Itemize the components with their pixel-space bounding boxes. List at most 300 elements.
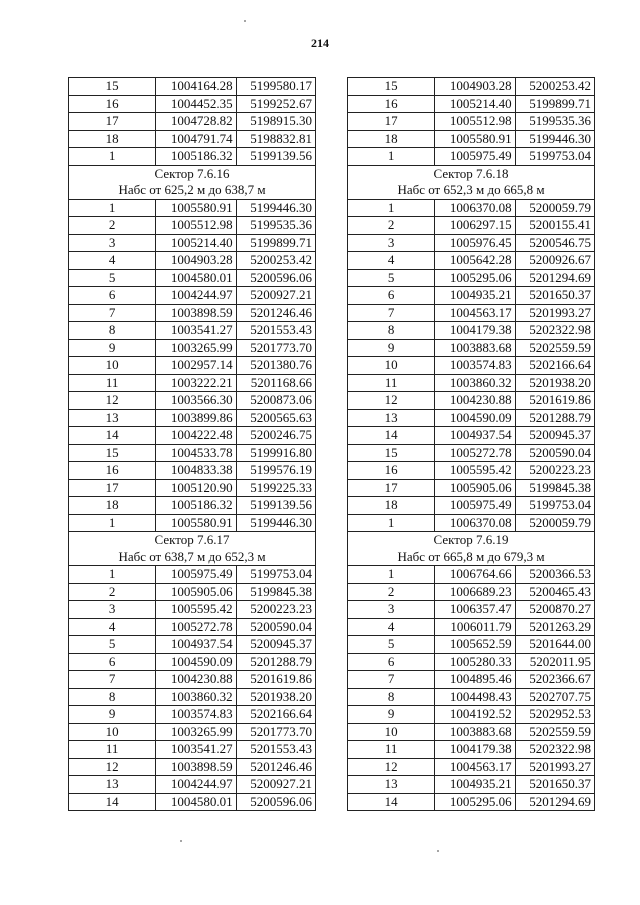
- x-coordinate: 1003883.68: [435, 723, 515, 741]
- x-coordinate: 1003541.27: [156, 741, 236, 759]
- x-coordinate: 1004222.48: [156, 427, 236, 445]
- sector-subtitle-row: [348, 182, 595, 199]
- sector-height-range: Набс от 625,2 м до 638,7 м: [69, 182, 316, 199]
- table-row: [348, 269, 595, 287]
- x-coordinate: 1005280.33: [435, 653, 515, 671]
- table-row: [69, 514, 316, 532]
- y-coordinate: 5202559.59: [515, 723, 594, 741]
- y-coordinate: 5199139.56: [236, 148, 315, 166]
- y-coordinate: 5201246.46: [236, 758, 315, 776]
- y-coordinate: 5200223.23: [515, 462, 594, 480]
- point-number: 4: [69, 252, 156, 270]
- x-coordinate: 1004244.97: [156, 287, 236, 305]
- x-coordinate: 1003566.30: [156, 392, 236, 410]
- y-coordinate: 5201294.69: [515, 793, 594, 811]
- y-coordinate: 5201644.00: [515, 636, 594, 654]
- y-coordinate: 5200253.42: [515, 78, 594, 96]
- point-number: 1: [348, 199, 435, 217]
- point-number: 5: [69, 636, 156, 654]
- point-number: 15: [69, 78, 156, 96]
- y-coordinate: 5201263.29: [515, 618, 594, 636]
- sector-title-row: [348, 165, 595, 182]
- y-coordinate: 5199753.04: [515, 497, 594, 515]
- y-coordinate: 5201294.69: [515, 269, 594, 287]
- point-number: 12: [348, 392, 435, 410]
- table-row: [69, 427, 316, 445]
- y-coordinate: 5201553.43: [236, 741, 315, 759]
- x-coordinate: 1005186.32: [156, 148, 236, 166]
- x-coordinate: 1005295.06: [435, 793, 515, 811]
- table-row: [69, 357, 316, 375]
- x-coordinate: 1004192.52: [435, 706, 515, 724]
- point-number: 17: [348, 479, 435, 497]
- x-coordinate: 1004935.21: [435, 776, 515, 794]
- y-coordinate: 5200927.21: [236, 287, 315, 305]
- y-coordinate: 5200927.21: [236, 776, 315, 794]
- y-coordinate: 5200873.06: [236, 392, 315, 410]
- sector-height-range: Набс от 638,7 м до 652,3 м: [69, 549, 316, 566]
- point-number: 9: [69, 339, 156, 357]
- point-number: 8: [348, 688, 435, 706]
- y-coordinate: 5200246.75: [236, 427, 315, 445]
- table-row: [69, 688, 316, 706]
- x-coordinate: 1005580.91: [156, 199, 236, 217]
- table-row: [69, 601, 316, 619]
- table-row: [348, 688, 595, 706]
- x-coordinate: 1005652.59: [435, 636, 515, 654]
- point-number: 7: [348, 304, 435, 322]
- x-coordinate: 1006370.08: [435, 199, 515, 217]
- x-coordinate: 1006297.15: [435, 217, 515, 235]
- x-coordinate: 1005214.40: [156, 234, 236, 252]
- point-number: 12: [69, 758, 156, 776]
- table-row: [348, 287, 595, 305]
- point-number: 11: [348, 374, 435, 392]
- x-coordinate: 1003222.21: [156, 374, 236, 392]
- table-row: [348, 514, 595, 532]
- y-coordinate: 5199535.36: [236, 217, 315, 235]
- table-row: [348, 776, 595, 794]
- x-coordinate: 1004179.38: [435, 741, 515, 759]
- x-coordinate: 1005512.98: [435, 113, 515, 131]
- page-number: 214: [311, 36, 329, 50]
- y-coordinate: 5199576.19: [236, 462, 315, 480]
- table-row: [69, 479, 316, 497]
- y-coordinate: 5201773.70: [236, 723, 315, 741]
- table-row: [348, 113, 595, 131]
- point-number: 8: [69, 322, 156, 340]
- point-number: 5: [348, 269, 435, 287]
- table-row: [69, 322, 316, 340]
- table-row: [69, 462, 316, 480]
- x-coordinate: 1002957.14: [156, 357, 236, 375]
- point-number: 3: [348, 601, 435, 619]
- point-number: 15: [348, 444, 435, 462]
- table-row: [69, 339, 316, 357]
- point-number: 1: [69, 148, 156, 166]
- table-row: [348, 497, 595, 515]
- x-coordinate: 1003265.99: [156, 723, 236, 741]
- table-row: [348, 427, 595, 445]
- y-coordinate: 5202952.53: [515, 706, 594, 724]
- table-row: [348, 793, 595, 811]
- point-number: 18: [69, 130, 156, 148]
- sector-title-row: [348, 532, 595, 549]
- y-coordinate: 5201246.46: [236, 304, 315, 322]
- y-coordinate: 5202707.75: [515, 688, 594, 706]
- x-coordinate: 1003860.32: [156, 688, 236, 706]
- point-number: 8: [348, 322, 435, 340]
- table-row: [69, 78, 316, 96]
- x-coordinate: 1004533.78: [156, 444, 236, 462]
- y-coordinate: 5202166.64: [236, 706, 315, 724]
- y-coordinate: 5199446.30: [515, 130, 594, 148]
- table-row: [348, 339, 595, 357]
- table-row: [69, 776, 316, 794]
- table-row: [69, 723, 316, 741]
- point-number: 14: [348, 427, 435, 445]
- y-coordinate: 5201993.27: [515, 758, 594, 776]
- point-number: 14: [69, 793, 156, 811]
- table-row: [69, 741, 316, 759]
- y-coordinate: 5201380.76: [236, 357, 315, 375]
- table-row: [69, 95, 316, 113]
- table-row: [69, 409, 316, 427]
- x-coordinate: 1003898.59: [156, 758, 236, 776]
- x-coordinate: 1003265.99: [156, 339, 236, 357]
- point-number: 17: [69, 113, 156, 131]
- table-row: [348, 723, 595, 741]
- y-coordinate: 5200596.06: [236, 269, 315, 287]
- x-coordinate: 1006357.47: [435, 601, 515, 619]
- right-coordinates-table: [347, 77, 595, 811]
- x-coordinate: 1003574.83: [435, 357, 515, 375]
- table-row: [348, 95, 595, 113]
- point-number: 11: [69, 741, 156, 759]
- y-coordinate: 5201619.86: [236, 671, 315, 689]
- x-coordinate: 1005976.45: [435, 234, 515, 252]
- table-row: [348, 636, 595, 654]
- table-row: [348, 479, 595, 497]
- point-number: 18: [69, 497, 156, 515]
- y-coordinate: 5201288.79: [515, 409, 594, 427]
- table-row: [348, 758, 595, 776]
- point-number: 7: [348, 671, 435, 689]
- y-coordinate: 5202011.95: [515, 653, 594, 671]
- table-row: [348, 444, 595, 462]
- x-coordinate: 1004244.97: [156, 776, 236, 794]
- x-coordinate: 1003541.27: [156, 322, 236, 340]
- x-coordinate: 1005295.06: [435, 269, 515, 287]
- x-coordinate: 1004590.09: [435, 409, 515, 427]
- point-number: 14: [69, 427, 156, 445]
- table-row: [348, 462, 595, 480]
- x-coordinate: 1004452.35: [156, 95, 236, 113]
- point-number: 9: [348, 339, 435, 357]
- y-coordinate: 5200945.37: [515, 427, 594, 445]
- table-row: [348, 392, 595, 410]
- y-coordinate: 5200546.75: [515, 234, 594, 252]
- table-row: [69, 252, 316, 270]
- point-number: 16: [348, 462, 435, 480]
- table-row: [69, 653, 316, 671]
- table-row: [348, 322, 595, 340]
- table-row: [69, 148, 316, 166]
- x-coordinate: 1006370.08: [435, 514, 515, 532]
- x-coordinate: 1004563.17: [435, 758, 515, 776]
- point-number: 9: [69, 706, 156, 724]
- x-coordinate: 1005272.78: [156, 618, 236, 636]
- point-number: 14: [348, 793, 435, 811]
- x-coordinate: 1005975.49: [435, 148, 515, 166]
- x-coordinate: 1003898.59: [156, 304, 236, 322]
- table-row: [348, 706, 595, 724]
- x-coordinate: 1006689.23: [435, 583, 515, 601]
- x-coordinate: 1005580.91: [156, 514, 236, 532]
- table-row: [348, 357, 595, 375]
- sector-subtitle-row: [69, 182, 316, 199]
- left-coordinates-table: [68, 77, 316, 811]
- y-coordinate: 5200253.42: [236, 252, 315, 270]
- point-number: 1: [69, 514, 156, 532]
- x-coordinate: 1005975.49: [156, 566, 236, 584]
- x-coordinate: 1005272.78: [435, 444, 515, 462]
- x-coordinate: 1006011.79: [435, 618, 515, 636]
- y-coordinate: 5199899.71: [515, 95, 594, 113]
- y-coordinate: 5199139.56: [236, 497, 315, 515]
- y-coordinate: 5202559.59: [515, 339, 594, 357]
- point-number: 7: [69, 671, 156, 689]
- y-coordinate: 5200059.79: [515, 514, 594, 532]
- y-coordinate: 5202322.98: [515, 322, 594, 340]
- y-coordinate: 5199899.71: [236, 234, 315, 252]
- x-coordinate: 1003574.83: [156, 706, 236, 724]
- y-coordinate: 5201773.70: [236, 339, 315, 357]
- table-row: [69, 793, 316, 811]
- table-row: [69, 392, 316, 410]
- table-row: [348, 741, 595, 759]
- table-row: [69, 374, 316, 392]
- table-row: [348, 374, 595, 392]
- x-coordinate: 1005120.90: [156, 479, 236, 497]
- y-coordinate: 5201938.20: [515, 374, 594, 392]
- table-row: [69, 706, 316, 724]
- y-coordinate: 5201553.43: [236, 322, 315, 340]
- table-row: [69, 444, 316, 462]
- y-coordinate: 5201993.27: [515, 304, 594, 322]
- table-row: [348, 217, 595, 235]
- point-number: 1: [348, 148, 435, 166]
- point-number: 10: [348, 723, 435, 741]
- point-number: 6: [348, 287, 435, 305]
- point-number: 16: [348, 95, 435, 113]
- point-number: 13: [69, 409, 156, 427]
- point-number: 6: [69, 287, 156, 305]
- x-coordinate: 1005975.49: [435, 497, 515, 515]
- table-row: [348, 252, 595, 270]
- y-coordinate: 5200155.41: [515, 217, 594, 235]
- point-number: 1: [348, 566, 435, 584]
- point-number: 2: [348, 583, 435, 601]
- x-coordinate: 1004791.74: [156, 130, 236, 148]
- table-row: [348, 409, 595, 427]
- point-number: 12: [69, 392, 156, 410]
- x-coordinate: 1004580.01: [156, 269, 236, 287]
- point-number: 17: [69, 479, 156, 497]
- y-coordinate: 5199753.04: [236, 566, 315, 584]
- table-row: [69, 217, 316, 235]
- y-coordinate: 5200059.79: [515, 199, 594, 217]
- table-row: [69, 671, 316, 689]
- point-number: 5: [348, 636, 435, 654]
- point-number: 5: [69, 269, 156, 287]
- y-coordinate: 5200590.04: [236, 618, 315, 636]
- sector-title: Сектор 7.6.17: [69, 532, 316, 549]
- point-number: 13: [69, 776, 156, 794]
- table-row: [69, 199, 316, 217]
- x-coordinate: 1004903.28: [156, 252, 236, 270]
- y-coordinate: 5200465.43: [515, 583, 594, 601]
- y-coordinate: 5199446.30: [236, 199, 315, 217]
- x-coordinate: 1005512.98: [156, 217, 236, 235]
- x-coordinate: 1004590.09: [156, 653, 236, 671]
- scan-speck: [180, 840, 182, 842]
- x-coordinate: 1003899.86: [156, 409, 236, 427]
- x-coordinate: 1005905.06: [435, 479, 515, 497]
- x-coordinate: 1005905.06: [156, 583, 236, 601]
- point-number: 18: [348, 497, 435, 515]
- table-row: [69, 566, 316, 584]
- point-number: 3: [69, 234, 156, 252]
- y-coordinate: 5199916.80: [236, 444, 315, 462]
- table-row: [348, 583, 595, 601]
- left-column: [68, 77, 316, 811]
- sector-title: Сектор 7.6.18: [348, 165, 595, 182]
- table-row: [69, 758, 316, 776]
- table-row: [348, 78, 595, 96]
- table-row: [69, 583, 316, 601]
- x-coordinate: 1005186.32: [156, 497, 236, 515]
- x-coordinate: 1004580.01: [156, 793, 236, 811]
- y-coordinate: 5202322.98: [515, 741, 594, 759]
- point-number: 13: [348, 776, 435, 794]
- point-number: 6: [69, 653, 156, 671]
- x-coordinate: 1004164.28: [156, 78, 236, 96]
- point-number: 3: [348, 234, 435, 252]
- sector-title: Сектор 7.6.19: [348, 532, 595, 549]
- table-row: [69, 234, 316, 252]
- y-coordinate: 5200223.23: [236, 601, 315, 619]
- point-number: 1: [348, 514, 435, 532]
- y-coordinate: 5201168.66: [236, 374, 315, 392]
- x-coordinate: 1004728.82: [156, 113, 236, 131]
- point-number: 8: [69, 688, 156, 706]
- table-row: [69, 304, 316, 322]
- x-coordinate: 1004563.17: [435, 304, 515, 322]
- x-coordinate: 1004230.88: [156, 671, 236, 689]
- table-row: [348, 653, 595, 671]
- point-number: 13: [348, 409, 435, 427]
- y-coordinate: 5201619.86: [515, 392, 594, 410]
- point-number: 7: [69, 304, 156, 322]
- y-coordinate: 5200945.37: [236, 636, 315, 654]
- point-number: 4: [348, 252, 435, 270]
- y-coordinate: 5202166.64: [515, 357, 594, 375]
- point-number: 15: [69, 444, 156, 462]
- y-coordinate: 5200596.06: [236, 793, 315, 811]
- sector-title-row: [69, 165, 316, 182]
- x-coordinate: 1005595.42: [156, 601, 236, 619]
- x-coordinate: 1003883.68: [435, 339, 515, 357]
- x-coordinate: 1004833.38: [156, 462, 236, 480]
- y-coordinate: 5198915.30: [236, 113, 315, 131]
- y-coordinate: 5200565.63: [236, 409, 315, 427]
- y-coordinate: 5200926.67: [515, 252, 594, 270]
- table-row: [348, 199, 595, 217]
- point-number: 16: [69, 462, 156, 480]
- scan-speck: [244, 20, 246, 22]
- y-coordinate: 5199446.30: [236, 514, 315, 532]
- sector-height-range: Набс от 665,8 м до 679,3 м: [348, 549, 595, 566]
- y-coordinate: 5201288.79: [236, 653, 315, 671]
- table-row: [348, 234, 595, 252]
- table-row: [69, 497, 316, 515]
- point-number: 1: [69, 566, 156, 584]
- y-coordinate: 5199580.17: [236, 78, 315, 96]
- table-row: [348, 601, 595, 619]
- x-coordinate: 1005580.91: [435, 130, 515, 148]
- y-coordinate: 5201650.37: [515, 287, 594, 305]
- table-row: [348, 304, 595, 322]
- right-column: [347, 77, 595, 811]
- x-coordinate: 1003860.32: [435, 374, 515, 392]
- y-coordinate: 5199845.38: [515, 479, 594, 497]
- table-row: [69, 287, 316, 305]
- x-coordinate: 1004935.21: [435, 287, 515, 305]
- y-coordinate: 5200366.53: [515, 566, 594, 584]
- y-coordinate: 5199252.67: [236, 95, 315, 113]
- sector-title-row: [69, 532, 316, 549]
- y-coordinate: 5199225.33: [236, 479, 315, 497]
- x-coordinate: 1005642.28: [435, 252, 515, 270]
- y-coordinate: 5198832.81: [236, 130, 315, 148]
- table-row: [69, 130, 316, 148]
- point-number: 4: [69, 618, 156, 636]
- point-number: 2: [69, 583, 156, 601]
- point-number: 16: [69, 95, 156, 113]
- point-number: 6: [348, 653, 435, 671]
- y-coordinate: 5201938.20: [236, 688, 315, 706]
- point-number: 11: [69, 374, 156, 392]
- table-row: [69, 113, 316, 131]
- x-coordinate: 1004937.54: [435, 427, 515, 445]
- scan-speck: [437, 850, 439, 852]
- y-coordinate: 5200870.27: [515, 601, 594, 619]
- point-number: 2: [348, 217, 435, 235]
- point-number: 9: [348, 706, 435, 724]
- table-row: [348, 130, 595, 148]
- table-row: [69, 618, 316, 636]
- point-number: 12: [348, 758, 435, 776]
- x-coordinate: 1004895.46: [435, 671, 515, 689]
- point-number: 4: [348, 618, 435, 636]
- point-number: 15: [348, 78, 435, 96]
- point-number: 10: [348, 357, 435, 375]
- y-coordinate: 5200590.04: [515, 444, 594, 462]
- y-coordinate: 5199845.38: [236, 583, 315, 601]
- sector-subtitle-row: [348, 549, 595, 566]
- x-coordinate: 1005214.40: [435, 95, 515, 113]
